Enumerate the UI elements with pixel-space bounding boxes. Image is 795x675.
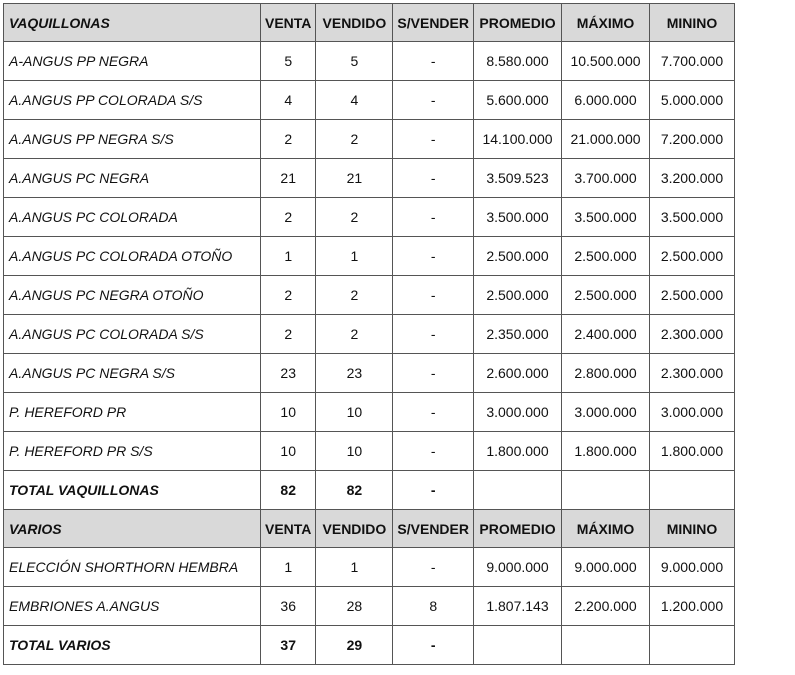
minimo-value: 2.300.000 [650, 354, 735, 393]
maximo-value: 2.800.000 [562, 354, 650, 393]
vendido-value: 28 [316, 587, 393, 626]
table-row [4, 42, 735, 81]
item-name: A.ANGUS PC COLORADA S/S [4, 315, 261, 354]
vendido-value: 2 [316, 198, 393, 237]
item-name: A.ANGUS PC NEGRA [4, 159, 261, 198]
table-row [4, 198, 735, 237]
table-row [4, 354, 735, 393]
venta-value: 21 [261, 159, 316, 198]
section-title: VARIOS [4, 510, 261, 548]
table-body [4, 4, 735, 665]
vendido-value: 2 [316, 276, 393, 315]
maximo-value: 2.400.000 [562, 315, 650, 354]
table-row [4, 548, 735, 587]
total-minimo-empty [650, 471, 735, 510]
s-vender-value: - [393, 237, 474, 276]
column-header-promedio: PROMEDIO [474, 510, 562, 548]
item-name: A.ANGUS PC NEGRA S/S [4, 354, 261, 393]
item-name: A.ANGUS PC NEGRA OTOÑO [4, 276, 261, 315]
table-row [4, 432, 735, 471]
table-row [4, 393, 735, 432]
column-header-maximo: MÁXIMO [562, 510, 650, 548]
column-header-promedio: PROMEDIO [474, 4, 562, 42]
promedio-value: 3.509.523 [474, 159, 562, 198]
vendido-value: 10 [316, 393, 393, 432]
s-vender-value: - [393, 315, 474, 354]
s-vender-value: - [393, 159, 474, 198]
column-header-vendido: VENDIDO [316, 510, 393, 548]
vendido-value: 2 [316, 120, 393, 159]
minimo-value: 1.200.000 [650, 587, 735, 626]
s-vender-value: - [393, 393, 474, 432]
maximo-value: 2.500.000 [562, 276, 650, 315]
promedio-value: 8.580.000 [474, 42, 562, 81]
maximo-value: 3.500.000 [562, 198, 650, 237]
table-row [4, 81, 735, 120]
minimo-value: 3.500.000 [650, 198, 735, 237]
section-header-varios [4, 510, 735, 548]
venta-value: 36 [261, 587, 316, 626]
section-title: VAQUILLONAS [4, 4, 261, 42]
column-header-vendido: VENDIDO [316, 4, 393, 42]
s-vender-value: - [393, 548, 474, 587]
venta-value: 5 [261, 42, 316, 81]
total-label: TOTAL VAQUILLONAS [4, 471, 261, 510]
table-row [4, 276, 735, 315]
total-row-vaquillonas [4, 471, 735, 510]
minimo-value: 2.500.000 [650, 276, 735, 315]
vendido-value: 1 [316, 237, 393, 276]
item-name: A.ANGUS PP NEGRA S/S [4, 120, 261, 159]
item-name: P. HEREFORD PR S/S [4, 432, 261, 471]
promedio-value: 5.600.000 [474, 81, 562, 120]
venta-value: 2 [261, 276, 316, 315]
s-vender-value: - [393, 42, 474, 81]
total-s-vender: - [393, 471, 474, 510]
s-vender-value: 8 [393, 587, 474, 626]
total-venta: 37 [261, 626, 316, 665]
table-row [4, 120, 735, 159]
auction-results-table [3, 3, 735, 665]
vendido-value: 2 [316, 315, 393, 354]
maximo-value: 10.500.000 [562, 42, 650, 81]
venta-value: 2 [261, 198, 316, 237]
promedio-value: 2.500.000 [474, 237, 562, 276]
total-vendido: 82 [316, 471, 393, 510]
total-maximo-empty [562, 471, 650, 510]
venta-value: 23 [261, 354, 316, 393]
promedio-value: 1.807.143 [474, 587, 562, 626]
item-name: ELECCIÓN SHORTHORN HEMBRA [4, 548, 261, 587]
column-header-minimo: MININO [650, 4, 735, 42]
promedio-value: 2.600.000 [474, 354, 562, 393]
vendido-value: 4 [316, 81, 393, 120]
item-name: P. HEREFORD PR [4, 393, 261, 432]
vendido-value: 21 [316, 159, 393, 198]
minimo-value: 9.000.000 [650, 548, 735, 587]
minimo-value: 1.800.000 [650, 432, 735, 471]
minimo-value: 3.200.000 [650, 159, 735, 198]
s-vender-value: - [393, 198, 474, 237]
column-header-s-vender: S/VENDER [393, 510, 474, 548]
vendido-value: 23 [316, 354, 393, 393]
total-label: TOTAL VARIOS [4, 626, 261, 665]
maximo-value: 3.000.000 [562, 393, 650, 432]
venta-value: 1 [261, 237, 316, 276]
s-vender-value: - [393, 120, 474, 159]
venta-value: 2 [261, 120, 316, 159]
total-row-varios [4, 626, 735, 665]
maximo-value: 3.700.000 [562, 159, 650, 198]
maximo-value: 6.000.000 [562, 81, 650, 120]
minimo-value: 7.700.000 [650, 42, 735, 81]
promedio-value: 3.500.000 [474, 198, 562, 237]
total-minimo-empty [650, 626, 735, 665]
table-row [4, 237, 735, 276]
venta-value: 10 [261, 432, 316, 471]
vendido-value: 5 [316, 42, 393, 81]
promedio-value: 3.000.000 [474, 393, 562, 432]
s-vender-value: - [393, 81, 474, 120]
column-header-maximo: MÁXIMO [562, 4, 650, 42]
maximo-value: 21.000.000 [562, 120, 650, 159]
item-name: A-ANGUS PP NEGRA [4, 42, 261, 81]
promedio-value: 2.350.000 [474, 315, 562, 354]
venta-value: 4 [261, 81, 316, 120]
promedio-value: 9.000.000 [474, 548, 562, 587]
table-row [4, 159, 735, 198]
promedio-value: 2.500.000 [474, 276, 562, 315]
column-header-venta: VENTA [261, 4, 316, 42]
maximo-value: 2.200.000 [562, 587, 650, 626]
minimo-value: 2.300.000 [650, 315, 735, 354]
s-vender-value: - [393, 276, 474, 315]
vendido-value: 1 [316, 548, 393, 587]
column-header-venta: VENTA [261, 510, 316, 548]
minimo-value: 7.200.000 [650, 120, 735, 159]
item-name: A.ANGUS PP COLORADA S/S [4, 81, 261, 120]
column-header-minimo: MININO [650, 510, 735, 548]
item-name: A.ANGUS PC COLORADA OTOÑO [4, 237, 261, 276]
total-vendido: 29 [316, 626, 393, 665]
promedio-value: 14.100.000 [474, 120, 562, 159]
column-header-s-vender: S/VENDER [393, 4, 474, 42]
total-s-vender: - [393, 626, 474, 665]
minimo-value: 5.000.000 [650, 81, 735, 120]
venta-value: 1 [261, 548, 316, 587]
maximo-value: 2.500.000 [562, 237, 650, 276]
venta-value: 2 [261, 315, 316, 354]
minimo-value: 2.500.000 [650, 237, 735, 276]
total-promedio-empty [474, 471, 562, 510]
section-header-vaquillonas [4, 4, 735, 42]
maximo-value: 9.000.000 [562, 548, 650, 587]
item-name: A.ANGUS PC COLORADA [4, 198, 261, 237]
table-row [4, 315, 735, 354]
table-row [4, 587, 735, 626]
total-promedio-empty [474, 626, 562, 665]
s-vender-value: - [393, 354, 474, 393]
minimo-value: 3.000.000 [650, 393, 735, 432]
vendido-value: 10 [316, 432, 393, 471]
total-maximo-empty [562, 626, 650, 665]
promedio-value: 1.800.000 [474, 432, 562, 471]
total-venta: 82 [261, 471, 316, 510]
s-vender-value: - [393, 432, 474, 471]
venta-value: 10 [261, 393, 316, 432]
maximo-value: 1.800.000 [562, 432, 650, 471]
item-name: EMBRIONES A.ANGUS [4, 587, 261, 626]
